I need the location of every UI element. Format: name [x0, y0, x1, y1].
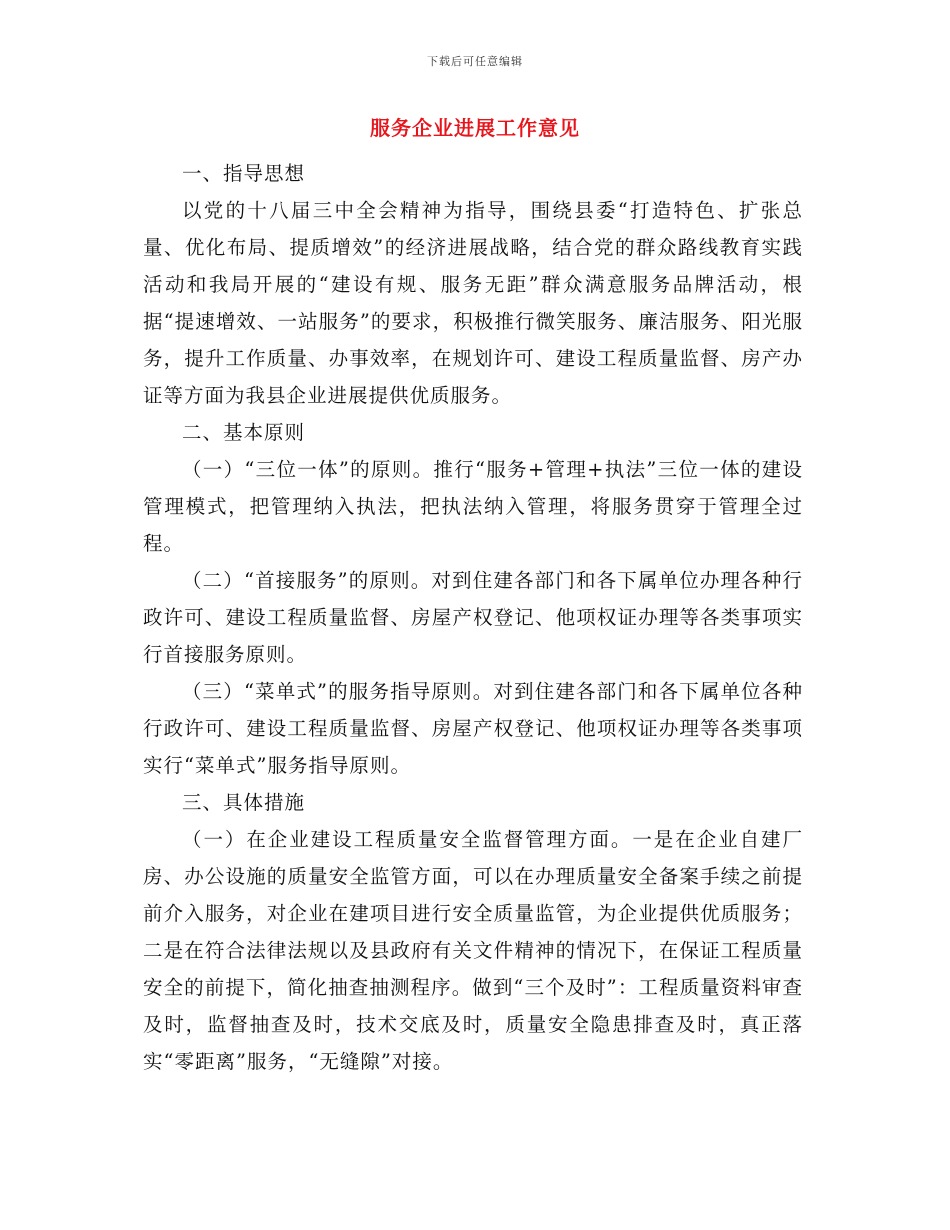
paragraph-principle-two: （二）“首接服务”的原则。对到住建各部门和各下属单位办理各种行政许可、建设工程质量监督、房屋产权登记、他项权证办理等各类事项实行首接服务原则。 [143, 569, 803, 666]
page-header: 下载后可任意编辑 [427, 55, 523, 68]
section-heading-basic-principles: 二、基本原则 [182, 421, 306, 444]
document-title: 服务企业进展工作意见 [370, 116, 580, 140]
section-heading-guiding-ideology: 一、指导思想 [182, 162, 306, 185]
paragraph-principle-three: （三）“菜单式”的服务指导原则。对到住建各部门和各下属单位各种行政许可、建设工程质量监督、房屋产权登记、他项权证办理等各类事项实行“菜单式”服务指导原则。 [143, 680, 803, 777]
paragraph-guiding-ideology: 以党的十八届三中全会精神为指导，围绕县委“打造特色、扩张总量、优化布局、提质增效”的经济进展战略，结合党的群众路线教育实践活动和我局开展的“建设有规、服务无距”群众满意服务品牌活动，根据“提速增效、一站服务”的要求，积极推行微笑服务、廉洁服务、阳光服务，提升工作质量、办事效率，在规划许可、建设工程质量监督、房产办证等方面为我县企业进展提供优质服务。 [143, 199, 803, 407]
section-heading-specific-measures: 三、具体措施 [182, 791, 306, 814]
document-body [143, 155, 803, 1080]
paragraph-measure-one: （一）在企业建设工程质量安全监督管理方面。一是在企业自建厂房、办公设施的质量安全监管方面，可以在办理质量安全备案手续之前提前介入服务，对企业在建项目进行安全质量监管，为企业提供优质服务；二是在符合法律法规以及县政府有关文件精神的情况下，在保证工程质量安全的前提下，简化抽查抽测程序。做到“三个及时”：工程质量资料审查及时，监督抽查及时，技术交底及时，质量安全隐患排查及时，真正落实“零距离”服务，“无缝隙”对接。 [143, 828, 803, 1073]
paragraph-principle-one: （一）“三位一体”的原则。推行“服务+管理+执法”三位一体的建设管理模式，把管理纳入执法，把执法纳入管理，将服务贯穿于管理全过程。 [143, 458, 803, 555]
